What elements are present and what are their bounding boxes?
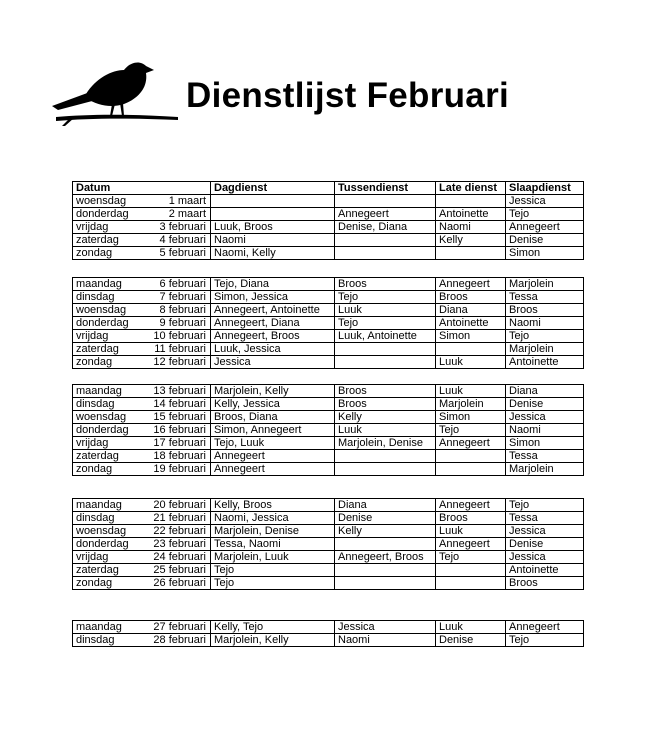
cell-day: vrijdag (73, 437, 131, 450)
header-dagdienst: Dagdienst (211, 182, 335, 195)
cell-day: maandag (73, 499, 131, 512)
cell-slaapdienst: Simon (506, 247, 584, 260)
cell-date: 1 maart (131, 195, 211, 208)
table-row (73, 512, 584, 525)
cell-date: 20 februari (131, 499, 211, 512)
cell-dagdienst: Jessica (211, 356, 335, 369)
table-row (73, 538, 584, 551)
cell-tussendienst (335, 463, 436, 476)
cell-slaapdienst: Jessica (506, 411, 584, 424)
cell-date: 4 februari (131, 234, 211, 247)
table-row (73, 499, 584, 512)
cell-day: donderdag (73, 317, 131, 330)
cell-slaapdienst: Denise (506, 538, 584, 551)
cell-slaapdienst: Simon (506, 437, 584, 450)
cell-latedienst (436, 450, 506, 463)
cell-slaapdienst: Naomi (506, 317, 584, 330)
cell-day: zondag (73, 247, 131, 260)
table-row (73, 208, 584, 221)
cell-latedienst: Annegeert (436, 278, 506, 291)
cell-dagdienst: Annegeert, Diana (211, 317, 335, 330)
cell-tussendienst: Kelly (335, 525, 436, 538)
table-row (73, 398, 584, 411)
cell-dagdienst: Annegeert, Antoinette (211, 304, 335, 317)
cell-dagdienst: Broos, Diana (211, 411, 335, 424)
cell-slaapdienst: Marjolein (506, 463, 584, 476)
cell-tussendienst: Luuk (335, 424, 436, 437)
cell-tussendienst: Broos (335, 398, 436, 411)
schedule-table-week-3 (72, 384, 584, 476)
cell-latedienst: Kelly (436, 234, 506, 247)
cell-tussendienst: Kelly (335, 411, 436, 424)
cell-date: 22 februari (131, 525, 211, 538)
cell-day: woensdag (73, 411, 131, 424)
cell-dagdienst (211, 208, 335, 221)
cell-latedienst: Simon (436, 330, 506, 343)
cell-date: 28 februari (131, 634, 211, 647)
cell-tussendienst: Marjolein, Denise (335, 437, 436, 450)
cell-dagdienst: Naomi (211, 234, 335, 247)
cell-slaapdienst: Tejo (506, 208, 584, 221)
cell-day: donderdag (73, 538, 131, 551)
table-row (73, 634, 584, 647)
cell-dagdienst: Naomi, Jessica (211, 512, 335, 525)
cell-day: woensdag (73, 304, 131, 317)
table-row (73, 551, 584, 564)
cell-latedienst: Annegeert (436, 437, 506, 450)
cell-latedienst: Diana (436, 304, 506, 317)
table-header-row (73, 182, 584, 195)
table-row (73, 385, 584, 398)
cell-latedienst (436, 463, 506, 476)
cell-tussendienst: Denise, Diana (335, 221, 436, 234)
cell-latedienst: Annegeert (436, 499, 506, 512)
cell-slaapdienst: Broos (506, 577, 584, 590)
cell-day: dinsdag (73, 634, 131, 647)
table-row (73, 278, 584, 291)
cell-latedienst: Tejo (436, 424, 506, 437)
cell-tussendienst: Luuk, Antoinette (335, 330, 436, 343)
cell-slaapdienst: Broos (506, 304, 584, 317)
cell-slaapdienst: Tessa (506, 291, 584, 304)
table-row (73, 463, 584, 476)
cell-date: 23 februari (131, 538, 211, 551)
table-row (73, 304, 584, 317)
cell-date: 6 februari (131, 278, 211, 291)
cell-date: 26 februari (131, 577, 211, 590)
schedule-table-week-1 (72, 181, 584, 260)
cell-day: vrijdag (73, 330, 131, 343)
cell-tussendienst: Diana (335, 499, 436, 512)
cell-slaapdienst: Tessa (506, 512, 584, 525)
table-row (73, 221, 584, 234)
cell-latedienst (436, 564, 506, 577)
cell-tussendienst (335, 564, 436, 577)
cell-latedienst: Antoinette (436, 317, 506, 330)
table-row (73, 577, 584, 590)
cell-dagdienst: Marjolein, Kelly (211, 385, 335, 398)
cell-day: dinsdag (73, 291, 131, 304)
cell-dagdienst: Simon, Annegeert (211, 424, 335, 437)
cell-slaapdienst: Naomi (506, 424, 584, 437)
cell-slaapdienst: Annegeert (506, 221, 584, 234)
cell-date: 17 februari (131, 437, 211, 450)
cell-day: zondag (73, 577, 131, 590)
cell-latedienst: Marjolein (436, 398, 506, 411)
cell-date: 12 februari (131, 356, 211, 369)
table-row (73, 317, 584, 330)
header-datum: Datum (73, 182, 131, 195)
cell-day: woensdag (73, 195, 131, 208)
cell-dagdienst: Luuk, Jessica (211, 343, 335, 356)
cell-date: 15 februari (131, 411, 211, 424)
table-row (73, 437, 584, 450)
page-title: Dienstlijst Februari (186, 76, 510, 115)
cell-dagdienst: Kelly, Broos (211, 499, 335, 512)
table-row (73, 450, 584, 463)
cell-latedienst: Broos (436, 291, 506, 304)
cell-dagdienst: Tejo, Diana (211, 278, 335, 291)
cell-tussendienst (335, 356, 436, 369)
cell-slaapdienst: Denise (506, 234, 584, 247)
cell-tussendienst (335, 247, 436, 260)
cell-dagdienst: Annegeert, Broos (211, 330, 335, 343)
cell-tussendienst (335, 538, 436, 551)
cell-slaapdienst: Tejo (506, 634, 584, 647)
cell-day: zondag (73, 356, 131, 369)
cell-date: 10 februari (131, 330, 211, 343)
table-row (73, 356, 584, 369)
cell-date: 7 februari (131, 291, 211, 304)
cell-dagdienst (211, 195, 335, 208)
cell-slaapdienst: Tejo (506, 499, 584, 512)
cell-dagdienst: Tessa, Naomi (211, 538, 335, 551)
table-row (73, 330, 584, 343)
cell-latedienst: Broos (436, 512, 506, 525)
header-latedienst: Late dienst (436, 182, 506, 195)
cell-latedienst (436, 195, 506, 208)
cell-dagdienst: Marjolein, Luuk (211, 551, 335, 564)
table-row (73, 525, 584, 538)
cell-latedienst (436, 247, 506, 260)
cell-date: 2 maart (131, 208, 211, 221)
cell-date: 24 februari (131, 551, 211, 564)
cell-day: donderdag (73, 424, 131, 437)
cell-slaapdienst: Marjolein (506, 343, 584, 356)
cell-tussendienst: Broos (335, 278, 436, 291)
cell-latedienst: Luuk (436, 356, 506, 369)
cell-slaapdienst: Jessica (506, 551, 584, 564)
cell-tussendienst: Denise (335, 512, 436, 525)
header-slaapdienst: Slaapdienst (506, 182, 584, 195)
cell-day: vrijdag (73, 221, 131, 234)
cell-date: 14 februari (131, 398, 211, 411)
cell-latedienst: Luuk (436, 621, 506, 634)
cell-day: maandag (73, 278, 131, 291)
cell-tussendienst (335, 577, 436, 590)
cell-latedienst: Luuk (436, 525, 506, 538)
cell-dagdienst: Simon, Jessica (211, 291, 335, 304)
cell-dagdienst: Marjolein, Kelly (211, 634, 335, 647)
cell-date: 27 februari (131, 621, 211, 634)
cell-day: vrijdag (73, 551, 131, 564)
table-row (73, 247, 584, 260)
cell-day: zaterdag (73, 564, 131, 577)
cell-latedienst: Simon (436, 411, 506, 424)
cell-slaapdienst: Annegeert (506, 621, 584, 634)
cell-date: 16 februari (131, 424, 211, 437)
cell-tussendienst: Broos (335, 385, 436, 398)
header-datum-spacer (131, 182, 211, 195)
cell-slaapdienst: Denise (506, 398, 584, 411)
cell-latedienst: Naomi (436, 221, 506, 234)
cell-tussendienst (335, 343, 436, 356)
cell-latedienst: Tejo (436, 551, 506, 564)
cell-slaapdienst: Antoinette (506, 564, 584, 577)
cell-tussendienst (335, 234, 436, 247)
cell-day: donderdag (73, 208, 131, 221)
cell-latedienst: Antoinette (436, 208, 506, 221)
cell-date: 25 februari (131, 564, 211, 577)
cell-date: 5 februari (131, 247, 211, 260)
cell-day: maandag (73, 621, 131, 634)
cell-dagdienst: Annegeert (211, 450, 335, 463)
cell-dagdienst: Kelly, Tejo (211, 621, 335, 634)
cell-latedienst (436, 577, 506, 590)
cell-date: 13 februari (131, 385, 211, 398)
cell-day: woensdag (73, 525, 131, 538)
schedule-table-week-2 (72, 277, 584, 369)
cell-tussendienst: Tejo (335, 291, 436, 304)
cell-latedienst: Luuk (436, 385, 506, 398)
cell-latedienst: Annegeert (436, 538, 506, 551)
cell-dagdienst: Naomi, Kelly (211, 247, 335, 260)
bird-logo-icon (50, 56, 180, 128)
cell-slaapdienst: Marjolein (506, 278, 584, 291)
table-row (73, 343, 584, 356)
table-row (73, 195, 584, 208)
schedule-table-week-4 (72, 498, 584, 590)
cell-latedienst (436, 343, 506, 356)
cell-day: zondag (73, 463, 131, 476)
cell-day: zaterdag (73, 234, 131, 247)
table-row (73, 234, 584, 247)
table-row (73, 291, 584, 304)
cell-tussendienst (335, 195, 436, 208)
table-row (73, 411, 584, 424)
cell-tussendienst: Annegeert, Broos (335, 551, 436, 564)
cell-dagdienst: Tejo, Luuk (211, 437, 335, 450)
cell-date: 3 februari (131, 221, 211, 234)
header-tussendienst: Tussendienst (335, 182, 436, 195)
cell-date: 21 februari (131, 512, 211, 525)
cell-slaapdienst: Jessica (506, 525, 584, 538)
cell-dagdienst: Marjolein, Denise (211, 525, 335, 538)
cell-date: 11 februari (131, 343, 211, 356)
cell-tussendienst: Tejo (335, 317, 436, 330)
cell-date: 9 februari (131, 317, 211, 330)
cell-dagdienst: Kelly, Jessica (211, 398, 335, 411)
cell-day: dinsdag (73, 398, 131, 411)
cell-day: zaterdag (73, 450, 131, 463)
cell-dagdienst: Luuk, Broos (211, 221, 335, 234)
cell-day: maandag (73, 385, 131, 398)
cell-date: 19 februari (131, 463, 211, 476)
cell-slaapdienst: Diana (506, 385, 584, 398)
cell-dagdienst: Annegeert (211, 463, 335, 476)
cell-tussendienst: Naomi (335, 634, 436, 647)
cell-date: 18 februari (131, 450, 211, 463)
cell-tussendienst (335, 450, 436, 463)
cell-day: dinsdag (73, 512, 131, 525)
cell-tussendienst: Jessica (335, 621, 436, 634)
cell-tussendienst: Annegeert (335, 208, 436, 221)
schedule-table-week-5 (72, 620, 584, 647)
cell-slaapdienst: Tejo (506, 330, 584, 343)
table-row (73, 564, 584, 577)
cell-slaapdienst: Tessa (506, 450, 584, 463)
cell-dagdienst: Tejo (211, 564, 335, 577)
cell-slaapdienst: Jessica (506, 195, 584, 208)
cell-latedienst: Denise (436, 634, 506, 647)
cell-day: zaterdag (73, 343, 131, 356)
cell-slaapdienst: Antoinette (506, 356, 584, 369)
table-row (73, 424, 584, 437)
cell-dagdienst: Tejo (211, 577, 335, 590)
cell-tussendienst: Luuk (335, 304, 436, 317)
table-row (73, 621, 584, 634)
cell-date: 8 februari (131, 304, 211, 317)
